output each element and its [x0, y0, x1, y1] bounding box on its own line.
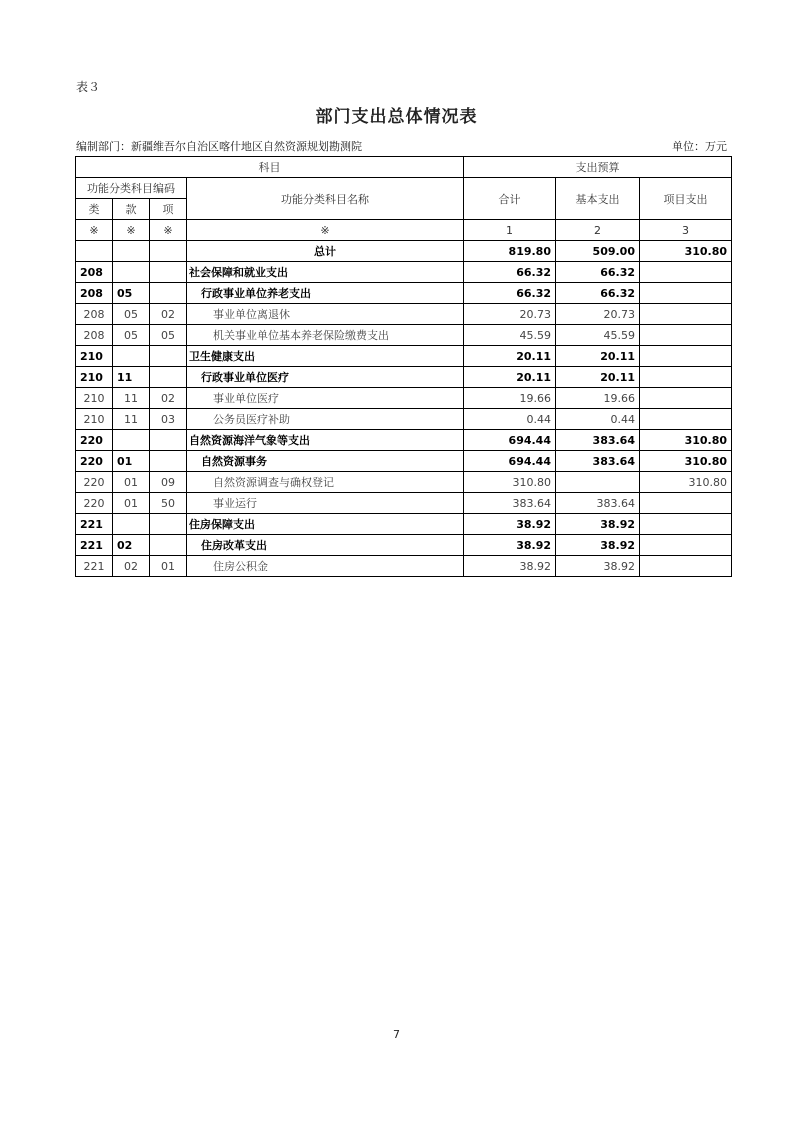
lei-code-cell: 221 — [76, 535, 113, 556]
subject-name-cell: 事业单位医疗 — [187, 388, 464, 409]
subject-name-cell: 机关事业单位基本养老保险缴费支出 — [187, 325, 464, 346]
subject-name-cell: 卫生健康支出 — [187, 346, 464, 367]
xiang-code-cell: 01 — [150, 556, 187, 577]
lei-code-cell: 208 — [76, 325, 113, 346]
xiang-code-cell: 05 — [150, 325, 187, 346]
basic-value: 509.00 — [556, 241, 640, 262]
xiang-code-cell — [150, 430, 187, 451]
project-value-cell — [640, 535, 732, 556]
xiang-code-cell — [150, 262, 187, 283]
kuan-code-cell: 05 — [113, 283, 150, 304]
total-value-cell: 66.32 — [464, 283, 556, 304]
marker-cell: ※ — [150, 220, 187, 241]
lei-code-cell: 208 — [76, 283, 113, 304]
lei-header: 类 — [76, 199, 113, 220]
project-value-cell — [640, 283, 732, 304]
basic-value-cell: 38.92 — [556, 514, 640, 535]
table-row — [76, 346, 732, 367]
total-value: 819.80 — [464, 241, 556, 262]
lei-code-cell: 220 — [76, 472, 113, 493]
header-row — [76, 157, 732, 178]
kuan-code-cell: 11 — [113, 367, 150, 388]
code-cell — [150, 241, 187, 262]
total-value-cell: 38.92 — [464, 556, 556, 577]
table-row — [76, 556, 732, 577]
index-cell: 1 — [464, 220, 556, 241]
subject-name-cell: 社会保障和就业支出 — [187, 262, 464, 283]
total-header: 合计 — [464, 178, 556, 220]
subject-name-cell: 行政事业单位医疗 — [187, 367, 464, 388]
subject-name-cell: 事业运行 — [187, 493, 464, 514]
basic-value-cell: 20.11 — [556, 346, 640, 367]
xiang-code-cell — [150, 535, 187, 556]
project-value-cell — [640, 304, 732, 325]
basic-header: 基本支出 — [556, 178, 640, 220]
lei-code-cell: 220 — [76, 451, 113, 472]
xiang-code-cell — [150, 346, 187, 367]
marker-cell: ※ — [76, 220, 113, 241]
table-row — [76, 430, 732, 451]
total-value-cell: 45.59 — [464, 325, 556, 346]
table-row — [76, 535, 732, 556]
lei-code-cell: 210 — [76, 388, 113, 409]
table-row — [76, 283, 732, 304]
project-value-cell — [640, 325, 732, 346]
xiang-header: 项 — [150, 199, 187, 220]
project-value-cell — [640, 388, 732, 409]
kuan-code-cell — [113, 262, 150, 283]
lei-code-cell: 221 — [76, 514, 113, 535]
kuan-code-cell: 01 — [113, 451, 150, 472]
subject-header: 科目 — [76, 157, 464, 178]
subject-name-cell: 自然资源事务 — [187, 451, 464, 472]
subject-name-cell: 事业单位离退休 — [187, 304, 464, 325]
project-header: 项目支出 — [640, 178, 732, 220]
project-value-cell — [640, 346, 732, 367]
lei-code-cell: 210 — [76, 409, 113, 430]
kuan-code-cell — [113, 346, 150, 367]
table-row — [76, 367, 732, 388]
kuan-code-cell: 02 — [113, 556, 150, 577]
expenditure-table — [75, 156, 732, 577]
lei-code-cell: 221 — [76, 556, 113, 577]
page-number: 7 — [393, 1028, 400, 1041]
table-label: 表３ — [76, 80, 101, 94]
index-row — [76, 220, 732, 241]
subject-name-cell: 行政事业单位养老支出 — [187, 283, 464, 304]
project-value-cell — [640, 409, 732, 430]
table-row — [76, 514, 732, 535]
kuan-header: 款 — [113, 199, 150, 220]
project-value-cell — [640, 367, 732, 388]
project-value-cell: 310.80 — [640, 451, 732, 472]
subject-name-cell: 公务员医疗补助 — [187, 409, 464, 430]
xiang-code-cell: 02 — [150, 304, 187, 325]
marker-cell: ※ — [113, 220, 150, 241]
budget-header: 支出预算 — [464, 157, 732, 178]
xiang-code-cell — [150, 367, 187, 388]
xiang-code-cell — [150, 283, 187, 304]
xiang-code-cell: 50 — [150, 493, 187, 514]
project-value-cell — [640, 514, 732, 535]
project-value-cell — [640, 493, 732, 514]
lei-code-cell: 208 — [76, 262, 113, 283]
basic-value-cell — [556, 472, 640, 493]
project-value: 310.80 — [640, 241, 732, 262]
total-value-cell: 0.44 — [464, 409, 556, 430]
subject-name-cell: 住房改革支出 — [187, 535, 464, 556]
project-value-cell: 310.80 — [640, 472, 732, 493]
total-value-cell: 20.73 — [464, 304, 556, 325]
total-value-cell: 66.32 — [464, 262, 556, 283]
table-row — [76, 304, 732, 325]
total-value-cell: 38.92 — [464, 514, 556, 535]
basic-value-cell: 45.59 — [556, 325, 640, 346]
basic-value-cell: 38.92 — [556, 535, 640, 556]
total-value-cell: 20.11 — [464, 346, 556, 367]
kuan-code-cell: 11 — [113, 409, 150, 430]
kuan-code-cell: 05 — [113, 325, 150, 346]
basic-value-cell: 19.66 — [556, 388, 640, 409]
header-row — [76, 178, 732, 199]
xiang-code-cell — [150, 451, 187, 472]
subject-name-cell: 自然资源海洋气象等支出 — [187, 430, 464, 451]
basic-value-cell: 383.64 — [556, 451, 640, 472]
table-row — [76, 451, 732, 472]
marker-cell: ※ — [187, 220, 464, 241]
kuan-code-cell: 02 — [113, 535, 150, 556]
basic-value-cell: 0.44 — [556, 409, 640, 430]
xiang-code-cell: 02 — [150, 388, 187, 409]
basic-value-cell: 383.64 — [556, 493, 640, 514]
basic-value-cell: 66.32 — [556, 283, 640, 304]
lei-code-cell: 210 — [76, 346, 113, 367]
total-value-cell: 20.11 — [464, 367, 556, 388]
page-title: 部门支出总体情况表 — [315, 107, 478, 127]
basic-value-cell: 20.11 — [556, 367, 640, 388]
table-row — [76, 325, 732, 346]
lei-code-cell: 210 — [76, 367, 113, 388]
total-value-cell: 694.44 — [464, 451, 556, 472]
index-cell: 2 — [556, 220, 640, 241]
name-header: 功能分类科目名称 — [187, 178, 464, 220]
kuan-code-cell: 01 — [113, 493, 150, 514]
total-value-cell: 38.92 — [464, 535, 556, 556]
lei-code-cell: 220 — [76, 493, 113, 514]
table-row — [76, 409, 732, 430]
kuan-code-cell: 01 — [113, 472, 150, 493]
kuan-code-cell: 11 — [113, 388, 150, 409]
code-cell — [76, 241, 113, 262]
code-cell — [113, 241, 150, 262]
project-value-cell — [640, 262, 732, 283]
total-value-cell: 694.44 — [464, 430, 556, 451]
total-row — [76, 241, 732, 262]
subject-name-cell: 住房公积金 — [187, 556, 464, 577]
kuan-code-cell: 05 — [113, 304, 150, 325]
total-label: 总计 — [187, 241, 464, 262]
kuan-code-cell — [113, 514, 150, 535]
table-row — [76, 388, 732, 409]
xiang-code-cell: 03 — [150, 409, 187, 430]
subject-name-cell: 住房保障支出 — [187, 514, 464, 535]
basic-value-cell: 38.92 — [556, 556, 640, 577]
table-row — [76, 262, 732, 283]
total-value-cell: 310.80 — [464, 472, 556, 493]
project-value-cell — [640, 556, 732, 577]
lei-code-cell: 220 — [76, 430, 113, 451]
basic-value-cell: 20.73 — [556, 304, 640, 325]
xiang-code-cell: 09 — [150, 472, 187, 493]
index-cell: 3 — [640, 220, 732, 241]
basic-value-cell: 383.64 — [556, 430, 640, 451]
currency-unit: 单位：万元 — [672, 140, 727, 153]
kuan-code-cell — [113, 430, 150, 451]
code-group-header: 功能分类科目编码 — [76, 178, 187, 199]
total-value-cell: 383.64 — [464, 493, 556, 514]
total-value-cell: 19.66 — [464, 388, 556, 409]
table-row — [76, 472, 732, 493]
table-row — [76, 493, 732, 514]
xiang-code-cell — [150, 514, 187, 535]
compiling-unit: 编制部门：新疆维吾尔自治区喀什地区自然资源规划勘测院 — [76, 140, 362, 153]
subject-name-cell: 自然资源调查与确权登记 — [187, 472, 464, 493]
project-value-cell: 310.80 — [640, 430, 732, 451]
lei-code-cell: 208 — [76, 304, 113, 325]
basic-value-cell: 66.32 — [556, 262, 640, 283]
